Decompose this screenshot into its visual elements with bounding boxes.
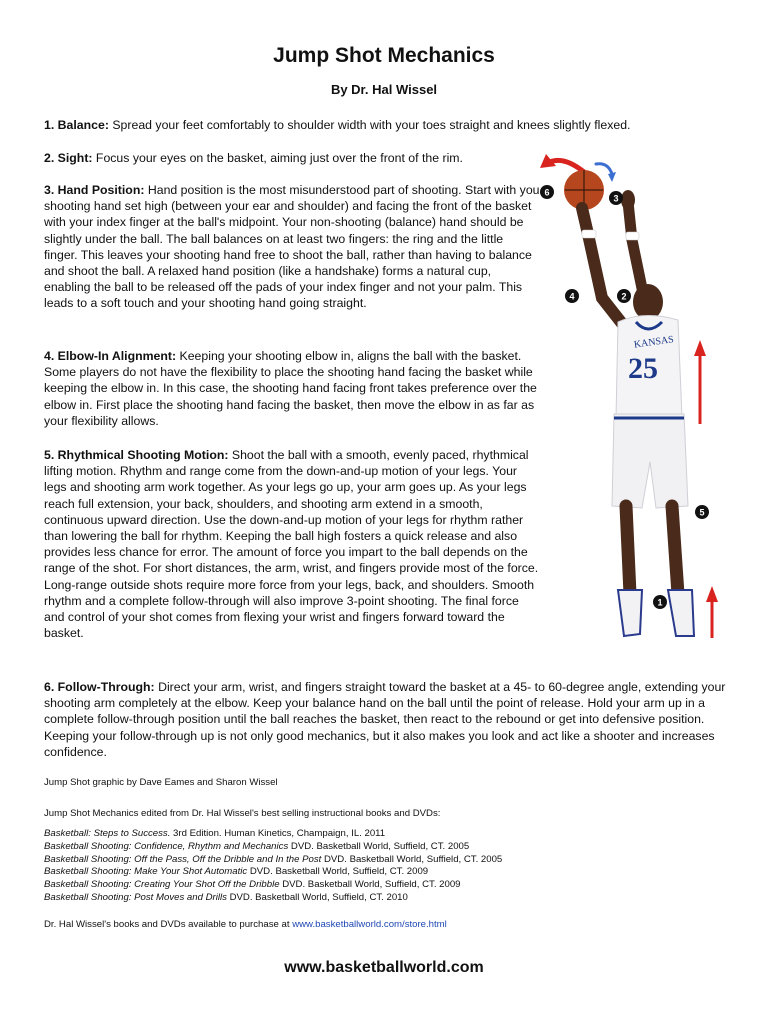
purchase-text: Dr. Hal Wissel's books and DVDs available to purchase at — [44, 919, 293, 930]
section-text: Spread your feet comfortably to shoulder width with your toes straight and knees slightly flexed. — [108, 118, 631, 132]
reference-item: Basketball: Steps to Success. 3rd Edition. Human Kinetics, Champaign, IL. 2011 — [44, 828, 386, 839]
marker-4 — [565, 289, 579, 303]
section-sight — [44, 150, 540, 166]
section-text: Focus your eyes on the basket, aiming just over the front of the rim. — [92, 151, 463, 165]
section-heading: 4. Elbow-In Alignment: — [44, 349, 177, 363]
wrist-flex-arrow — [596, 164, 612, 174]
section-text: Direct your arm, wrist, and fingers straight toward the basket at a 45- to 60-degree angle, extending your shooting arm completely at the elbow. Keep your balance hand on the ball until the point of release. Hold your arm up in a complete follow-through position until the ball reaches the basket, then react to the rebound or get into defensive position. Keeping your follow-through up is not only good mechanics, but it also makes you look and act like a shooter and increases confidence. — [44, 680, 726, 759]
svg-text:4: 4 — [569, 291, 575, 302]
shooting-arm — [582, 208, 627, 326]
reference-item: Basketball Shooting: Post Moves and Drills DVD. Basketball World, Suffield, CT. 2010 — [44, 891, 408, 903]
page-title: Jump Shot Mechanics — [273, 44, 495, 67]
svg-text:2: 2 — [621, 291, 627, 302]
svg-text:3: 3 — [613, 193, 619, 204]
marker-1 — [653, 595, 667, 609]
right-leg — [672, 506, 678, 594]
graphic-credit: Jump Shot graphic by Dave Eames and Sharon Wissel — [44, 777, 278, 788]
store-link[interactable]: www.basketballworld.com/store.html — [292, 919, 447, 930]
section-text: Shoot the ball with a smooth, evenly paced, rhythmical lifting motion. Rhythm and range come from the down-and-up motion of your legs. Your legs and shooting arm work together. As your legs go up, your arm goes up. As your legs reach full extension, your back, shoulders, and shooting arm extend in a smooth, continuous upward direction. Use the down-and-up motion of your legs for rhythm rather than lowering the ball for rhythm. Keeping the ball high fosters a quick release and also provides less chance for error. The amount of force you impart to the ball depends on the range of the shot. For short distances, the arm, wrist, and fingers provide most of the force. Long-range outside shots require more force from your legs, back, and shoulders. Smooth rhythm and a complete follow-through will also improve 3-point shooting. The final force and control of your shot comes from flexing your wrist and fingers forward toward the basket. — [44, 448, 539, 641]
section-heading: 1. Balance: — [44, 118, 109, 132]
svg-text:1: 1 — [657, 597, 663, 608]
reference-item: Basketball Shooting: Off the Pass, Off the Dribble and In the Post DVD. Basketball World, Suffield, CT. 2005 — [44, 853, 503, 865]
marker-2 — [617, 289, 631, 303]
purchase-note — [44, 919, 734, 932]
section-follow-through — [44, 679, 726, 760]
author-byline: By Dr. Hal Wissel — [330, 82, 438, 97]
marker-6 — [540, 185, 554, 199]
section-heading: 2. Sight: — [44, 151, 93, 165]
svg-text:6: 6 — [544, 187, 550, 198]
section-heading: 3. Hand Position: — [44, 183, 145, 197]
reference-list — [44, 828, 734, 905]
jersey-text: KANSAS — [633, 334, 675, 351]
shorts — [612, 414, 688, 508]
marker-5 — [695, 505, 709, 519]
svg-text:5: 5 — [699, 507, 705, 518]
section-hand-position — [44, 182, 540, 312]
jump-shot-figure — [532, 150, 732, 650]
reference-item: Basketball Shooting: Make Your Shot Automatic DVD. Basketball World, Suffield, CT. 2009 — [44, 866, 429, 878]
section-elbow-in — [44, 348, 540, 429]
marker-3 — [609, 191, 623, 205]
section-heading: 6. Follow-Through: — [44, 680, 155, 694]
left-shoe — [618, 590, 642, 636]
follow-through-arrow — [550, 160, 584, 172]
right-shoe — [668, 590, 694, 636]
section-text: Keeping your shooting elbow in, aligns the ball with the basket. Some players do not have the flexibility to place the shooting hand facing the basket while keeping the elbow in. In this case, the shooting hand facing front takes preference over the elbow in. First place the shooting hand facing the basket, then move the elbow in as far as your flexibility allows. — [44, 349, 537, 428]
footer-url[interactable]: www.basketballworld.com — [284, 959, 484, 976]
player-head — [633, 284, 663, 320]
wrist-flex-arrowhead — [608, 172, 616, 182]
section-rhythmical-motion — [44, 447, 540, 641]
reference-item: Basketball Shooting: Creating Your Shot Off the Dribble DVD. Basketball World, Suffield, CT. 2009 — [44, 879, 461, 891]
left-leg — [626, 506, 630, 594]
reference-item: Basketball Shooting: Confidence, Rhythm and Mechanics DVD. Basketball World, Suffield, CT. 2005 — [44, 840, 470, 852]
section-balance — [44, 117, 726, 133]
jersey-number: 25 — [628, 352, 658, 385]
edited-from-note: Jump Shot Mechanics edited from Dr. Hal Wissel's best selling instructional books and DVDs: — [44, 808, 441, 819]
section-heading: 5. Rhythmical Shooting Motion: — [44, 448, 229, 462]
section-text: Hand position is the most misunderstood part of shooting. Start with you shooting hand set high (between your ear and shoulder) and facing the front of the basket with your index finger at the ball's midpoint. Your non-shooting (balance) hand should be slightly under the ball. The ball balances on at least two fingers: the ring and the little finger. This leaves your shooting hand free to shoot the ball, rather than having to balance and shoot the ball. A relaxed hand position (like a handshake) forms a natural cup, enabling the ball to be released off the pads of your index finger and not your palm. This leads to a soft touch and your shooting hand going straight. — [44, 183, 540, 311]
